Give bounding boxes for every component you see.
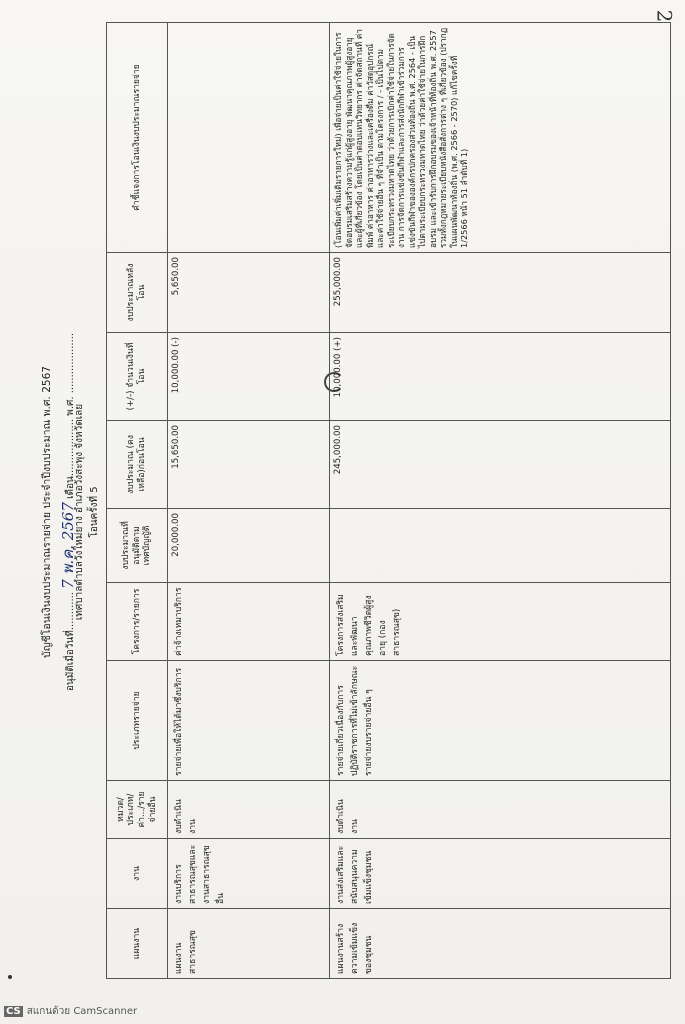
budget-transfer-table xyxy=(106,22,671,979)
scanner-watermark xyxy=(4,1004,137,1019)
cell-approved: 20,000.00 xyxy=(168,509,330,583)
table-row xyxy=(330,23,671,979)
table-row xyxy=(168,23,330,979)
cell-plan: แผนงานสาธารณสุข xyxy=(168,909,330,979)
cell-work: งานส่งเสริมและสนับสนุนความเข้มแข็งชุมชน xyxy=(330,839,671,909)
approval-date-handwritten: 7 พ.ค. 2567 xyxy=(59,502,77,589)
cell-category: งบดำเนินงาน xyxy=(330,781,671,839)
cell-project: ค่าจ้างเหมาบริการ xyxy=(168,583,330,661)
cell-explanation xyxy=(168,23,330,253)
cell-project: โครงการส่งเสริมและพัฒนาคุณภาพชีวิตผู้สูงอายุ (กองสาธารณสุข) xyxy=(330,583,671,661)
cell-transfer: 10,000.00 (+) xyxy=(330,333,671,421)
approval-suffix: เดือน.................. พ.ศ. ................... xyxy=(65,332,76,499)
cell-before: 245,000.00 xyxy=(330,421,671,509)
cell-before: 15,650.00 xyxy=(168,421,330,509)
approval-prefix: อนุมัติเมื่อวันที่............ xyxy=(65,592,76,692)
col-header-category: หมวด/ประเภท/ค่า.../รายจ่ายอื่น xyxy=(107,781,168,839)
cell-expense-type: รายจ่ายเพื่อให้ได้มาซึ่งบริการ xyxy=(168,661,330,781)
col-header-transfer: (+/-) จำนวนเงินที่โอน xyxy=(107,333,168,421)
cell-after: 5,650.00 xyxy=(168,253,330,333)
cell-transfer: 10,000.00 (-) xyxy=(168,333,330,421)
document-title: บัญชีโอนเงินงบประมาณรายจ่าย ประจำปีงบประมาณ พ.ศ. 2567 xyxy=(41,366,53,658)
organization-line: เทศบาลตำบลวังใหม่ยาง อำเภอวังสะพุง จังหวัดเลย xyxy=(74,403,85,621)
col-header-explanation: คำชี้แจงการโอนเงินงบประมาณรายจ่าย xyxy=(107,23,168,253)
camscanner-text: สแกนด้วย CamScanner xyxy=(26,1006,138,1017)
col-header-after: งบประมาณหลังโอน xyxy=(107,253,168,333)
col-header-before: งบประมาณ (คงเหลือ)ก่อนโอน xyxy=(107,421,168,509)
cell-expense-type: รายจ่ายเกี่ยวเนื่องกับการปฏิบัติราชการที่ไม่เข้าลักษณะรายจ่ายงบรายจ่ายอื่น ๆ xyxy=(330,661,671,781)
col-header-plan: แผนงาน xyxy=(107,909,168,979)
cell-after: 255,000.00 xyxy=(330,253,671,333)
col-header-project: โครงการ/รายการ xyxy=(107,583,168,661)
cell-plan: แผนงานสร้างความเข้มแข็งของชุมชน xyxy=(330,909,671,979)
cell-explanation: (โอนเพิ่มค่าเพิ่มเติมรายการใหม่) เพื่อจ่ายเป็นค่าใช้จ่ายในการจัดอบรมเสริมสร้างความรู้แก่ผู้สูงอายุ พัฒนาคุณภาพผู้สูงอายุ และผู้ที่เกี่ยวข้อง โดยเป็นค่าตอบแทนวิทยากร ค่าจัดสถานที่ ค่าพิมพ์ ค่าอาหาร ค่าอาหารว่างและเครื่องดื่ม ค่าวัสดุอุปกรณ์ และค่าใช้จ่ายอื่น ๆ ที่จำเป็น ตามโครงการ / - เป็นไปตามระเบียบกระทรวงมหาดไทย ว่าด้วยการเบิกค่าใช้จ่ายในการจัดงาน การจัดการแข่งขันกีฬาและการส่งนักกีฬาเข้าร่วมการแข่งขันกีฬาขององค์กรปกครองส่วนท้องถิ่น พ.ศ. 2564 - เป็นไปตามระเบียบกระทรวงมหาดไทย ว่าด้วยค่าใช้จ่ายในการฝึกอบรม และเข้ารับการฝึกอบรมของเจ้าหน้าที่ท้องถิ่น พ.ศ. 2557 รวมทั้งกฎหมายระเบียบหนังสือสั่งการต่าง ๆ ที่เกี่ยวข้อง (ปรากฏในแผนพัฒนาท้องถิ่น (พ.ศ. 2566 - 2570) แก้ไขครั้งที่ 1/2566 หน้า 51 ลำดับที่ 1) xyxy=(330,23,671,253)
col-header-work: งาน xyxy=(107,839,168,909)
cell-work: งานบริการสาธารณสุขและงานสาธารณสุขอื่น xyxy=(168,839,330,909)
col-header-approved: งบประมาณที่อนุมัติตามเทศบัญญัติ xyxy=(107,509,168,583)
camscanner-badge: CS xyxy=(6,1006,21,1017)
corner-handwritten-mark: 2 xyxy=(652,9,677,23)
table-header-row xyxy=(107,23,168,979)
col-header-expense-type: ประเภทรายจ่าย xyxy=(107,661,168,781)
cell-approved xyxy=(330,509,671,583)
transfer-number: โอนครั้งที่ 5 xyxy=(89,486,100,538)
cell-category: งบดำเนินงาน xyxy=(168,781,330,839)
